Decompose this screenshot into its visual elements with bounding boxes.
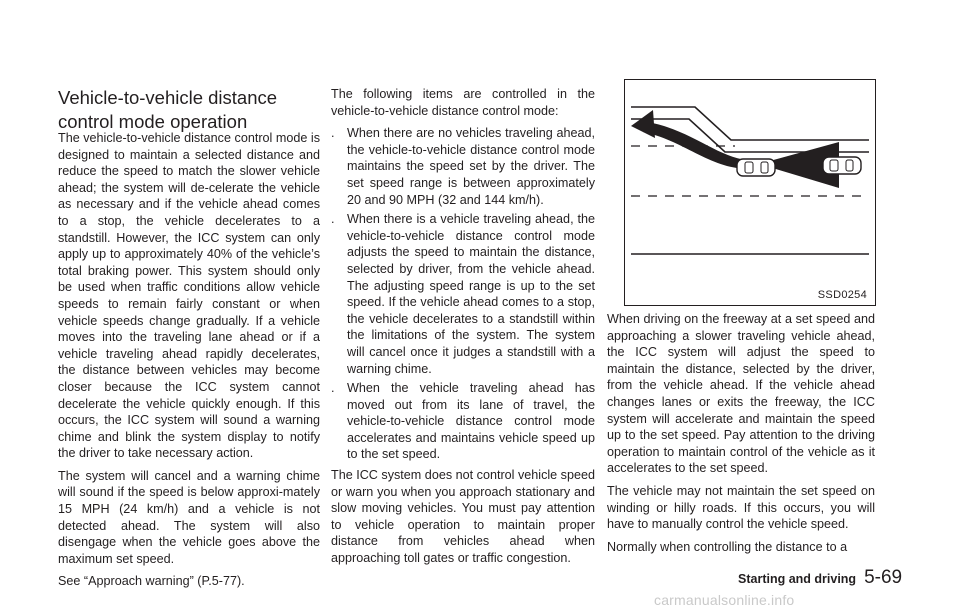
bullet-mark: . — [331, 126, 335, 141]
paragraph: When driving on the freeway at a set speed and approaching a slower traveling vehicle ahead, the ICC system will adjust the speed to maintain the distance, selected by the driver, from the vehicle ahead. If the vehicle ahead changes lanes or exits the freeway, the ICC system will accelerate and maintain the speed up to the set speed. Pay attention to the driving operation to maintain control of the vehicle as it accelerates to the set speed. — [607, 312, 875, 476]
road-diagram — [625, 80, 874, 304]
list-item — [331, 125, 595, 208]
bullet-mark: . — [331, 212, 335, 227]
section-heading: Vehicle-to-vehicle distance control mode operation — [58, 87, 278, 132]
list-item-text: When there is a vehicle traveling ahead, the vehicle-to-vehicle distance control mode adjusts the speed to maintain the distance, selected by driver, from the vehicle ahead. The adjusting speed range is up to the set speed. If the vehicle ahead comes to a stop, the vehicle decelerates to a standstill within the limitations of the system. The system will cancel once it judges a standstill with a warning chime. — [347, 212, 595, 376]
list-item-text: When the vehicle traveling ahead has moved out from its lane of travel, the vehicle-to-vehicle distance control mode accelerates and maintains vehicle speed up to the set speed. — [347, 381, 595, 462]
paragraph: The vehicle-to-vehicle distance control mode is designed to maintain a selected distance and reduce the speed to match the slower vehicle ahead; the system will de-celerate the vehicle as necessary and if the vehicle ahead comes to a stop, the vehicle decelerates to a standstill. However, the ICC system can only apply up to approximately 40% of the vehicle’s total braking power. This system should only be used when traffic conditions allow vehicle speeds to remain fairly constant or when vehicle speeds change gradually. If a vehicle moves into the traveling lane ahead or if a vehicle traveling ahead rapidly decelerates, the distance between vehicles may become closer because the ICC system cannot decelerate the vehicle quickly enough. If this occurs, the ICC system will sound a warning chime and blink the system display to notify the driver to take necessary action. — [58, 131, 320, 461]
column-1 — [58, 130, 320, 596]
figure-illustration — [624, 79, 876, 306]
leading-vehicle-icon — [737, 159, 775, 176]
footer-section-title: Starting and driving — [738, 572, 857, 586]
list-item — [331, 211, 595, 377]
paragraph: See “Approach warning” (P.5-77). — [58, 574, 245, 589]
paragraph: The system will cancel and a warning chime will sound if the speed is below approxi-mately 15 MPH (24 km/h) and a vehicle is not detected ahead. The system will also disengage when the vehicle goes above the maximum set speed. — [58, 468, 320, 566]
list-item-text: When there are no vehicles traveling ahead, the vehicle-to-vehicle distance control mode maintains the speed set by the driver. The set speed range is between approximately 20 and 90 MPH (32 and 144 km/h). — [347, 126, 595, 207]
page-footer — [738, 567, 902, 589]
paragraph: The ICC system does not control vehicle speed or warn you when you approach stationary and slow moving vehicles. You must pay attention to vehicle operation to maintain proper distance from vehicles ahead when approaching toll gates or traffic congestion. — [331, 468, 595, 566]
bullet-list — [331, 125, 595, 463]
path-arrow-head — [631, 110, 655, 138]
column-2 — [331, 86, 595, 573]
paragraph: The following items are controlled in the vehicle-to-vehicle distance control mode: — [331, 87, 595, 118]
paragraph: The vehicle may not maintain the set speed on winding or hilly roads. If this occurs, you will have to manually control the vehicle speed. — [607, 483, 875, 532]
figure-code: SSD0254 — [817, 289, 867, 301]
following-vehicle-icon — [823, 157, 861, 174]
watermark: carmanualsonline.info — [654, 592, 795, 608]
page-number: 5-69 — [864, 567, 903, 588]
paragraph: Normally when controlling the distance to a — [607, 539, 848, 554]
bullet-mark: . — [331, 381, 335, 396]
list-item — [331, 380, 595, 463]
column-3 — [607, 311, 875, 561]
